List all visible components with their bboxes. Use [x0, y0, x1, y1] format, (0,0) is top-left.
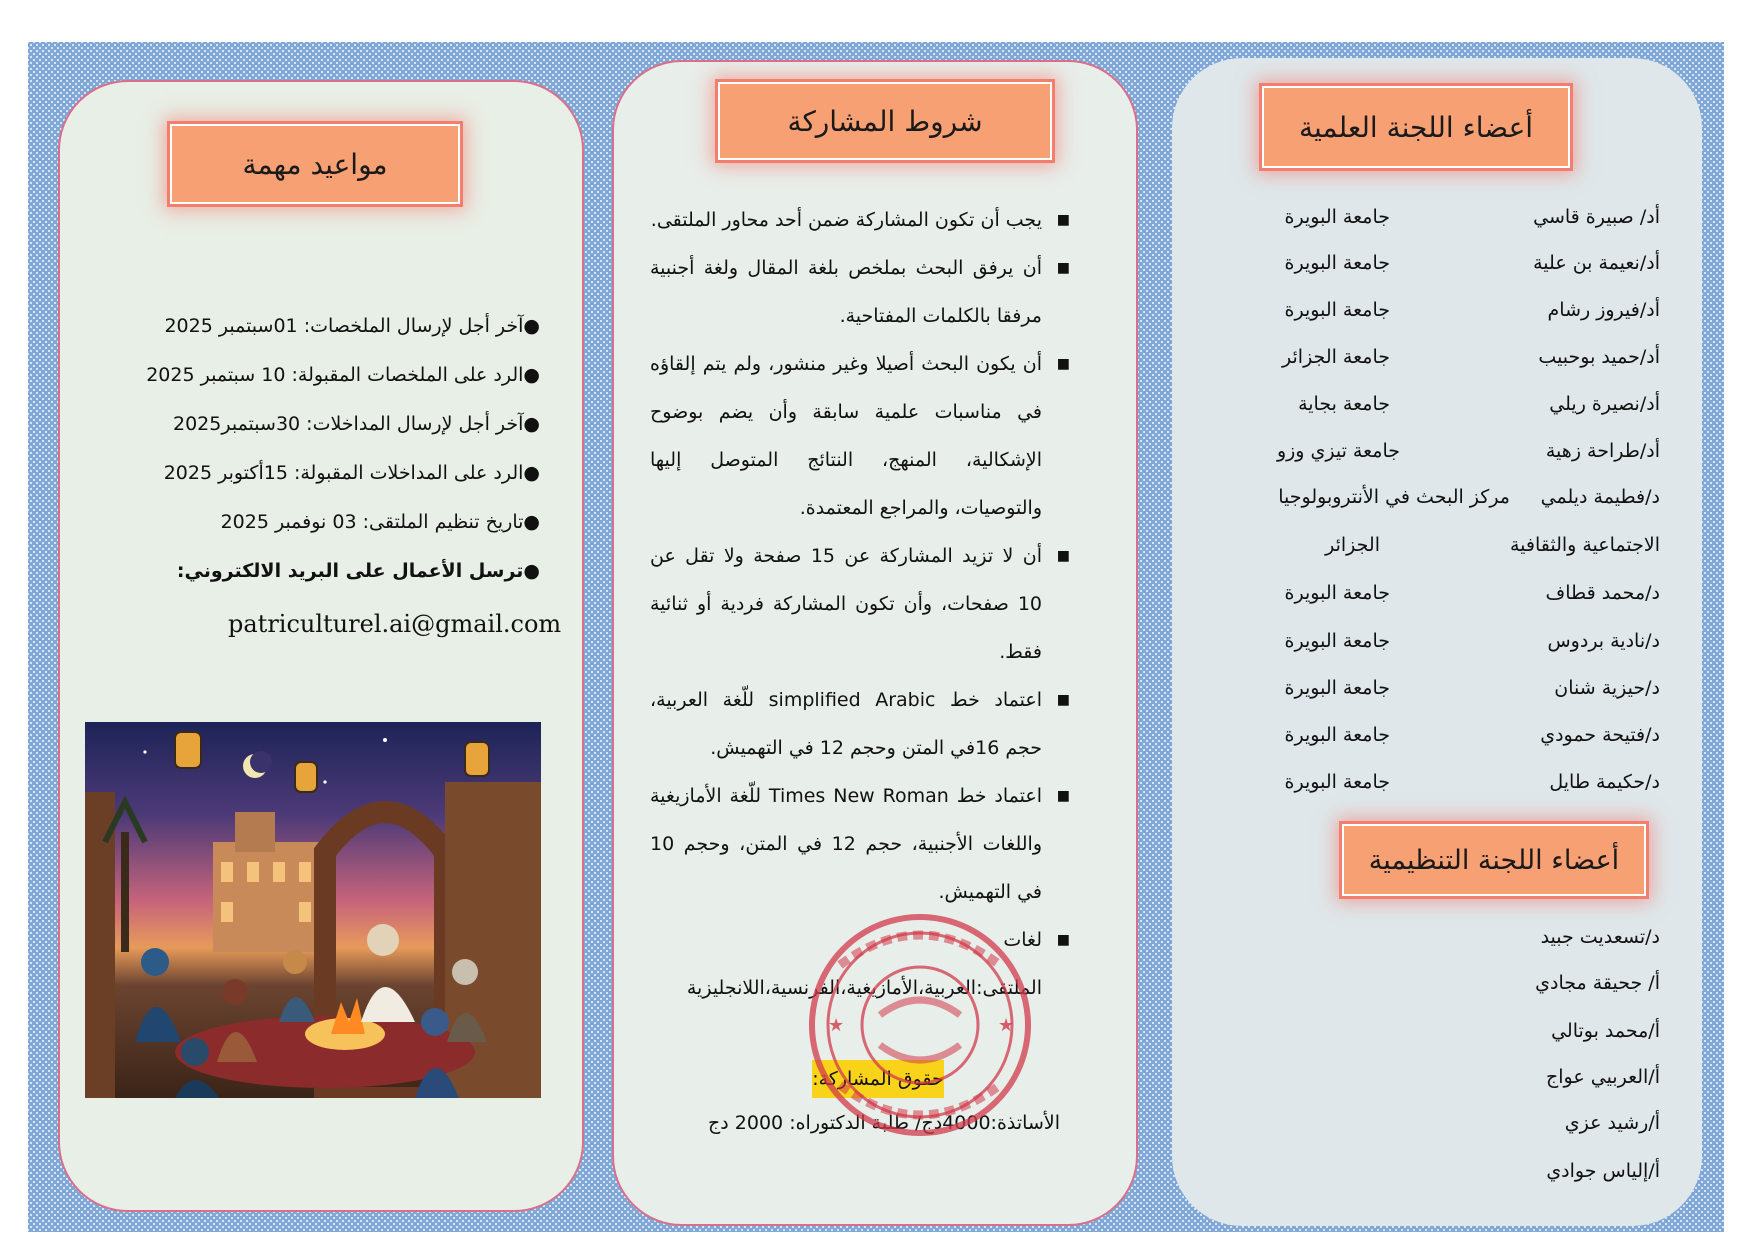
fees-amounts: الأساتذة:4000دج/ طلبة الدكتوراه: 2000 دج [708, 1112, 1060, 1134]
organizing-member: أ/محمد بوتالي [1551, 1020, 1660, 1042]
member-university: مركز البحث في الأنتروبولوجيا [1278, 486, 1510, 508]
important-dates-list [146, 302, 540, 596]
scientific-member-row [1200, 346, 1660, 392]
member-name: أد/طراحة زهية [1545, 440, 1660, 462]
member-name: أد/نصيرة ريلي [1549, 393, 1660, 415]
condition-item: ■ اعتماد خط Times New Roman للّغة الأمازيغية واللغات الأجنبية، حجم 12 في المتن، وحجم 10 في التهميش. [650, 772, 1070, 916]
scientific-committee-title: أعضاء اللجنة العلمية [1262, 86, 1570, 168]
scientific-member-row [1200, 724, 1660, 770]
organizing-member: أ/العربيي عواج [1546, 1066, 1660, 1088]
scientific-member-row [1200, 393, 1660, 439]
scientific-member-row [1200, 486, 1660, 532]
svg-text:★: ★ [998, 1015, 1015, 1036]
important-dates-title: مواعيد مهمة [170, 124, 460, 204]
member-university: جامعة تيزي وزو [1276, 440, 1400, 462]
condition-item: ■ أن يرفق البحث بملخص بلغة المقال ولغة أجنبية مرفقا بالكلمات المفتاحية. [650, 244, 1070, 340]
member-name: د/نادية بردوس [1547, 630, 1660, 652]
member-name: أد/حميد بوحبيب [1538, 346, 1660, 368]
svg-text:★: ★ [828, 1015, 845, 1036]
scientific-member-row [1200, 630, 1660, 676]
member-university: جامعة البويرة [1284, 582, 1390, 604]
square-bullet-icon: ■ [1056, 356, 1070, 372]
member-university: جامعة الجزائر [1282, 346, 1390, 368]
participation-conditions-title: شروط المشاركة [718, 82, 1052, 160]
storyteller-scene-svg [85, 722, 541, 1098]
scientific-member-row [1200, 677, 1660, 723]
member-name: د/حيزية شنان [1554, 677, 1660, 699]
scientific-member-row [1200, 582, 1660, 628]
date-item: ●الرد على الملخصات المقبولة: 10 سبتمبر 2025 [146, 364, 540, 386]
storyteller-illustration [85, 722, 541, 1098]
square-bullet-icon: ■ [1056, 692, 1070, 708]
condition-item: ■ اعتماد خط simplified Arabic للّغة العربية، حجم 16في المتن وحجم 12 في التهميش. [650, 676, 1070, 772]
member-name: د/فطيمة ديلمي [1540, 486, 1660, 508]
conditions-list [650, 196, 1070, 1012]
scientific-member-row [1200, 252, 1660, 298]
member-university: جامعة البويرة [1284, 630, 1390, 652]
member-name: د/حكيمة طايل [1549, 771, 1660, 793]
square-bullet-icon: ■ [1056, 548, 1070, 564]
member-university: جامعة البويرة [1284, 771, 1390, 793]
member-name: د/محمد قطاف [1545, 582, 1660, 604]
member-name: الاجتماعية والثقافية [1509, 534, 1660, 556]
square-bullet-icon: ■ [1056, 212, 1070, 228]
member-name: د/فتيحة حمودي [1540, 724, 1660, 746]
scientific-member-row [1200, 206, 1660, 252]
square-bullet-icon: ■ [1056, 932, 1070, 948]
condition-item: ■ يجب أن تكون المشاركة ضمن أحد محاور الملتقى. [650, 196, 1070, 244]
member-university: الجزائر [1325, 534, 1380, 556]
organizing-member: أ/رشيد عزي [1564, 1112, 1660, 1134]
member-university: جامعة بجاية [1298, 393, 1390, 415]
member-university: جامعة البويرة [1284, 206, 1390, 228]
member-name: أد/فيروز رشام [1547, 299, 1660, 321]
organizing-member: أ/ جحيقة مجادي [1535, 972, 1660, 994]
condition-item: ■ أن يكون البحث أصيلا وغير منشور، ولم يتم إلقاؤه في مناسبات علمية سابقة وأن يضم بوضوح الإشكالية، المنهج، النتائج المتوصل إليها والتوصيات، والمراجع المعتمدة. [650, 340, 1070, 532]
date-item: ●تاريخ تنظيم الملتقى: 03 نوفمبر 2025 [220, 511, 540, 533]
condition-item: ■ أن لا تزيد المشاركة عن 15 صفحة ولا تقل عن 10 صفحات، وأن تكون المشاركة فردية أو ثنائية فقط. [650, 532, 1070, 676]
fees-label: حقوق المشاركة: [812, 1060, 944, 1098]
contact-email[interactable]: patriculturel.ai@gmail.com [228, 610, 562, 638]
date-item: ●آخر أجل لإرسال الملخصات: 01سبتمبر 2025 [164, 315, 540, 337]
scientific-member-row [1200, 534, 1660, 580]
scientific-member-row [1200, 299, 1660, 345]
square-bullet-icon: ■ [1056, 788, 1070, 804]
member-university: جامعة البويرة [1284, 677, 1390, 699]
scientific-member-row [1200, 440, 1660, 486]
square-bullet-icon: ■ [1056, 260, 1070, 276]
organizing-member: د/تسعديت جبيد [1540, 926, 1660, 948]
date-item: ●الرد على المداخلات المقبولة: 15أكتوبر 2025 [163, 462, 540, 484]
member-university: جامعة البويرة [1284, 299, 1390, 321]
member-university: جامعة البويرة [1284, 252, 1390, 274]
member-university: جامعة البويرة [1284, 724, 1390, 746]
scientific-member-row [1200, 771, 1660, 817]
condition-item: ■ لغات الملتقى:العربية،الأمازيغية،الفرنسية،اللانجليزية [650, 916, 1070, 1012]
member-name: أد/ صبيرة قاسي [1533, 206, 1660, 228]
organizing-committee-title: أعضاء اللجنة التنظيمية [1342, 824, 1646, 896]
organizing-member: أ/إلياس جوادي [1546, 1160, 1660, 1182]
member-name: أد/نعيمة بن علية [1533, 252, 1660, 274]
date-item: ●آخر أجل لإرسال المداخلات: 30سبتمبر2025 [173, 413, 540, 435]
date-item-email-label: ●ترسل الأعمال على البريد الالكتروني: [176, 560, 540, 582]
